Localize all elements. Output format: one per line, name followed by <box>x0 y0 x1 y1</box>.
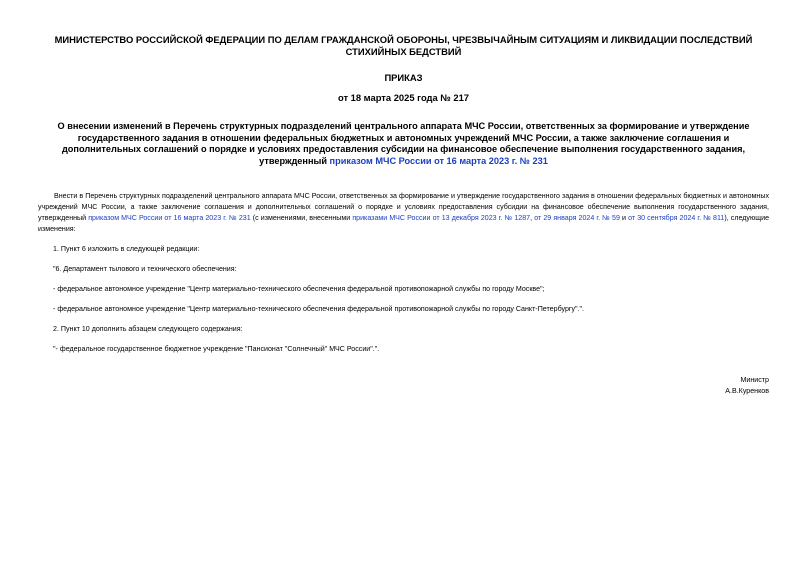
signature-name: А.В.Куренков <box>725 387 769 395</box>
paragraph-item-10-heading: 2. Пункт 10 дополнить абзацем следующего содержания: <box>53 325 243 333</box>
paragraph-item-6-heading: 1. Пункт 6 изложить в следующей редакции: <box>53 245 200 253</box>
order-1287-link[interactable]: приказами МЧС России от 13 декабря 2023 г. № 1287 <box>352 214 531 222</box>
ministry-name: МИНИСТЕРСТВО РОССИЙСКОЙ ФЕДЕРАЦИИ ПО ДЕЛАМ ГРАЖДАНСКОЙ ОБОРОНЫ, ЧРЕЗВЫЧАЙНЫМ СИТУАЦИЯМ И ЛИКВИДАЦИИ ПОСЛЕДСТВИЙ СТИХИЙНЫХ БЕДСТВИЙ <box>54 34 753 57</box>
order-231-link[interactable]: приказом МЧС России от 16 марта 2023 г. № 231 <box>88 214 251 222</box>
paragraph-spb-center: - федеральное автономное учреждение "Центр материально-технического обеспечения федеральной противопожарной службы по городу Санкт-Петербургу".". <box>53 305 585 313</box>
paragraph-department: "6. Департамент тылового и технического обеспечения: <box>53 265 237 273</box>
intro-text-2: (с изменениями, внесенными <box>250 214 353 222</box>
order-59-link[interactable]: от 29 января 2024 г. № 59 <box>534 214 620 222</box>
intro-text-4: и <box>619 214 629 222</box>
intro-text-1: Внести в Перечень структурных подразделений центрального аппарата МЧС России, ответственных за формирование и утверждение государственного задания в отношении федеральных бюджетных и автономных учреждений МЧС России, а также заключение соглашения и дополнительных соглашений о порядке и условиях предоставления субсидии на финансовое обеспечение выполнения государственного задания, утвержденный <box>38 192 769 222</box>
order-date: от 18 марта 2025 года № 217 <box>337 92 470 103</box>
order-label: ПРИКАЗ <box>384 72 423 83</box>
paragraph-moscow-center: - федеральное автономное учреждение "Центр материально-технического обеспечения федеральной противопожарной службы по городу Москве"; <box>53 285 545 293</box>
signature-block <box>38 375 769 397</box>
signature-position: Министр <box>740 376 769 384</box>
intro-paragraph <box>38 191 769 235</box>
document-title <box>38 121 769 167</box>
document-title-text: О внесении изменений в Перечень структурных подразделений центрального аппарата МЧС России, ответственных за формирование и утверждение государственного задания в отношении федеральных бюджетных и автономных учреждений МЧС России, а также заключение соглашения и дополнительных соглашений о порядке и условиях предоставления субсидии на финансовое обеспечение выполнения государственного задания, утвержденный <box>57 121 750 166</box>
paragraph-pension: "- федеральное государственное бюджетное учреждение "Пансионат "Солнечный" МЧС России".". <box>53 345 380 353</box>
intro-text-3: , <box>530 214 535 222</box>
title-order-link[interactable]: приказом МЧС России от 16 марта 2023 г. № 231 <box>329 155 548 166</box>
order-811-link[interactable]: от 30 сентября 2024 г. № 811 <box>628 214 725 222</box>
document-body <box>38 191 769 355</box>
intro-text-5: ), следующие изменения: <box>38 214 770 233</box>
